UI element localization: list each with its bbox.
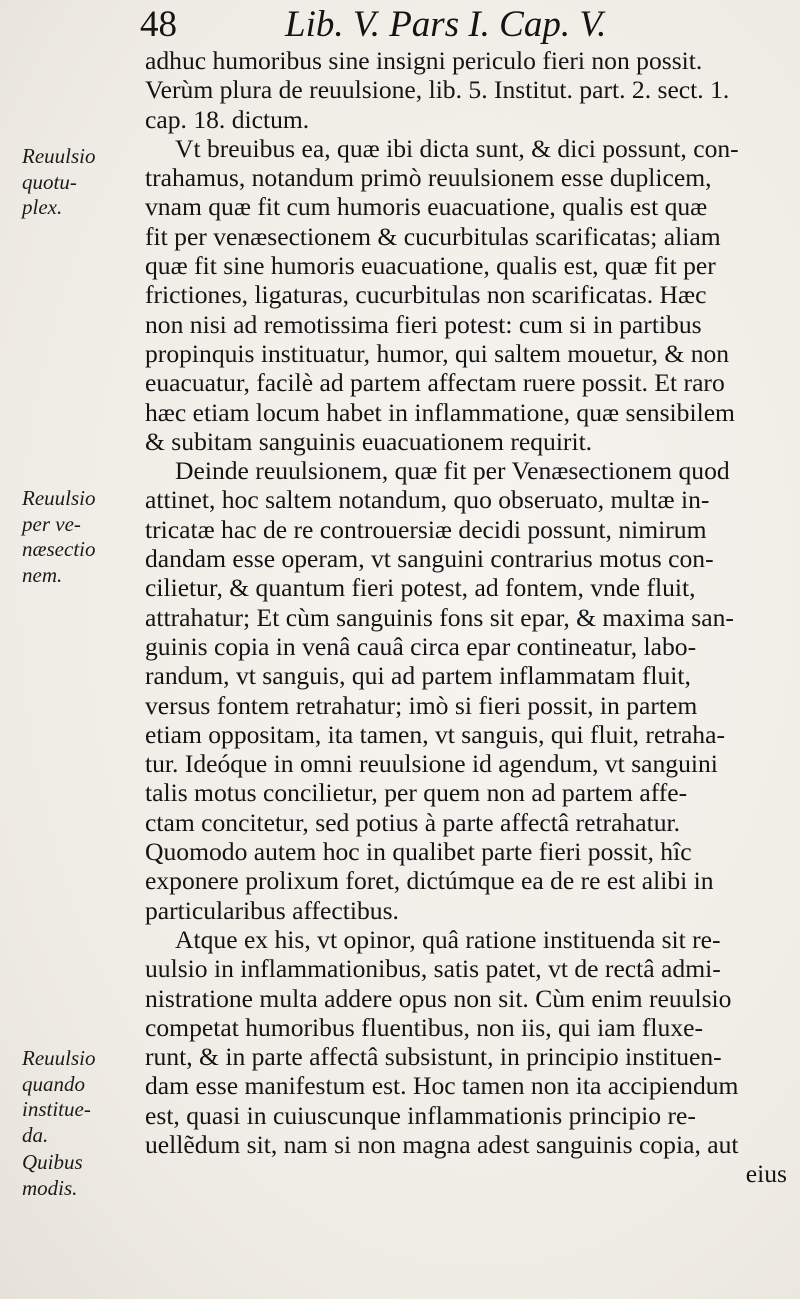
text-line: euacuatur, facilè ad partem affectam ruere possit. Et raro bbox=[145, 368, 725, 398]
text-line: non nisi ad remotissima fieri potest: cum si in partibus bbox=[145, 309, 702, 339]
text-line: attrahatur; Et cùm sanguinis fons sit epar, & maxima san- bbox=[145, 602, 734, 632]
text-line: Verùm plura de reuulsione, lib. 5. Institut. part. 2. sect. 1. bbox=[145, 75, 730, 105]
text-line: frictiones, ligaturas, cucurbitulas non scarificatas. Hæc bbox=[145, 280, 707, 310]
text-line: uulsio in inflammationibus, satis patet, vt de rectâ admi- bbox=[145, 954, 721, 984]
text-line: propinquis instituatur, humor, qui saltem mouetur, & non bbox=[145, 338, 730, 368]
text-line: runt, & in parte affectâ subsistunt, in principio instituen- bbox=[145, 1042, 722, 1072]
text-line: guinis copia in venâ cauâ circa epar contineatur, labo- bbox=[145, 631, 697, 661]
margin-note-reuulsio-quando: Reuulsio quando institue- da. bbox=[22, 1046, 96, 1147]
text-line: hæc etiam locum habet in inflammatione, quæ sensibilem bbox=[145, 397, 735, 427]
catchword: eius bbox=[745, 1159, 787, 1189]
text-line: dam esse manifestum est. Hoc tamen non ita accipiendum bbox=[145, 1071, 739, 1101]
text-line: adhuc humoribus sine insigni periculo fieri non possit. bbox=[145, 46, 703, 75]
text-line: nistratione multa addere opus non sit. Cùm enim reuulsio bbox=[145, 983, 732, 1013]
text-line: tur. Ideóque in omni reuulsione id agendum, vt sanguini bbox=[145, 749, 718, 779]
text-line: fit per venæsectionem & cucurbitulas scarificatas; aliam bbox=[145, 221, 721, 251]
text-line: cilietur, & quantum fieri potest, ad fontem, vnde fluit, bbox=[145, 573, 696, 603]
text-line: versus fontem retrahatur; imò si fieri possit, in partem bbox=[145, 690, 698, 720]
text-line: tricatæ hac de re controuersiæ decidi possunt, nimirum bbox=[145, 514, 707, 544]
page-number: 48 bbox=[140, 4, 177, 45]
text-line: Vt breuibus ea, quæ ibi dicta sunt, & dici possunt, con- bbox=[175, 133, 739, 163]
text-line: est, quasi in cuiuscunque inflammationis principio re- bbox=[145, 1100, 696, 1130]
text-line: quæ fit sine humoris euacuatione, qualis est, quæ fit per bbox=[145, 251, 716, 281]
margin-note-reuulsio-quotuplex: Reuulsio quotu- plex. bbox=[22, 144, 96, 219]
text-line: competat humoribus fluentibus, non iis, qui iam fluxe- bbox=[145, 1012, 704, 1042]
text-line: attinet, hoc saltem notandum, quo obseruato, multæ in- bbox=[145, 485, 710, 515]
text-line: exponere prolixum foret, dictúmque ea de re est alibi in bbox=[145, 866, 714, 896]
text-line: Deinde reuulsionem, quæ fit per Venæsectionem quod bbox=[175, 456, 730, 486]
body-text bbox=[145, 46, 795, 1189]
text-line: particularibus affectibus. bbox=[145, 895, 399, 925]
text-line: trahamus, notandum primò reuulsionem esse duplicem, bbox=[145, 163, 712, 193]
text-line: Atque ex his, vt opinor, quâ ratione instituenda sit re- bbox=[175, 924, 721, 954]
text-line: vnam quæ fit cum humoris euacuatione, qualis est quæ bbox=[145, 192, 708, 222]
text-line: talis motus concilietur, per quem non ad partem affe- bbox=[145, 778, 688, 808]
text-line: uellẽdum sit, nam si non magna adest sanguinis copia, aut bbox=[145, 1129, 739, 1159]
text-line: dandam esse operam, vt sanguini contrarius motus con- bbox=[145, 544, 714, 574]
running-title: Lib. V. Pars I. Cap. V. bbox=[285, 4, 607, 45]
text-line: Quomodo autem hoc in qualibet parte fieri possit, hîc bbox=[145, 837, 692, 867]
margin-note-reuulsio-per-venaesectionem: Reuulsio per ve- næsectio nem. bbox=[22, 486, 96, 587]
text-line: & subitam sanguinis euacuationem requirit. bbox=[145, 426, 593, 456]
margin-note-quibus-modis: Quibus modis. bbox=[22, 1150, 83, 1200]
text-line: etiam oppositam, ita tamen, vt sanguis, qui fluit, retraha- bbox=[145, 719, 725, 749]
text-line: randum, vt sanguis, qui ad partem inflammatam fluit, bbox=[145, 661, 691, 691]
text-line: cap. 18. dictum. bbox=[145, 104, 310, 134]
text-line: ctam concitetur, sed potius à parte affectâ retrahatur. bbox=[145, 807, 681, 837]
page-header bbox=[140, 4, 780, 46]
